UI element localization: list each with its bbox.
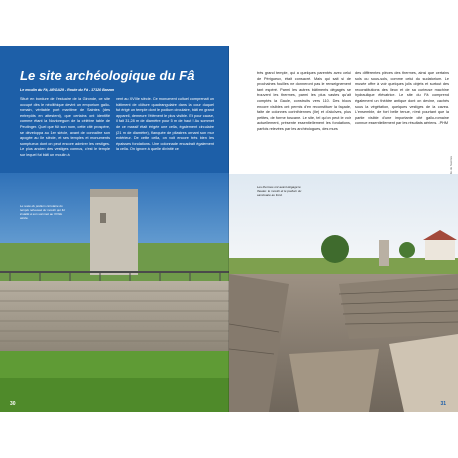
body-text-column-2: vent au XVIIIe siècle. Ce monument cultuel comprenait un bâtiment de clôture quadrangulaire dans la cour duquel fut érigé un temple dont le podium circulaire, bâti en grand appareil, demeure l'élément le plus visible. Et pour cause, il fait 31,28 m de diamètre pour 5 m de haut ! Au sommet de ce massif était érigée une cella, également circulaire (21 m de diamètre), flanquée de pilastres ornant son mur extérieur. De cette cella, on voit encore très bien les épaisses fondations. Une colonnade encadrait également la cella. On ignore à quelle divinité ce [116, 97, 214, 152]
body-text-column-1: Situé en bordure de l'estuaire de la Gironde, ce site occupé dès le néolithique devint un emporium gallo-romain, véritable port maritime de Saintes (des entrepôts en attestent), que certains ont identifié comme étant la Novioregum de la célèbre table de Peutinger. Quel que fût son nom, cette cité prospère, se développa au 1er siècle, avant de connaître son apogée au IIe siècle, et ses temples et monuments somptueux dont on peut encore admirer les vestiges. Le plus ancien des vestiges connus, c'est le temple sur lequel fut bâti un moulin à [20, 97, 110, 157]
photo-thermes-ruins [229, 174, 458, 412]
book-spread [0, 46, 458, 412]
body-text-column-4: des différentes pièces des thermes, ainsi que certains sols ou sous-sols, comme celui du sudatorium. Le musée offre à voir quelques jolis objets et surtout des reconstitutions des lieux et de sa curieuse machine hydraulique élévatrice. Le site du Fâ comprend également un théâtre antique dont on devine, cachés sous la végétation, quelques vestiges de la cavea. L'ensemble, de fort belle tenue, n'est pourtant que la partie visible d'une importante cité gallo-romaine connue essentiellement par les résultats aériens. -PHM [355, 71, 449, 126]
photo-caption: Le reste du podium circulaire du temple rehaussé du moulin qui fut installé à son sommet au XVIIIe siècle. [20, 204, 66, 220]
page-title: Le site archéologique du Fâ [20, 68, 195, 83]
left-page [0, 46, 229, 412]
page-number: 30 [10, 401, 16, 407]
body-text-column-3: très grand temple, qui a quelques parentés avec celui de Périgueux, était consacré. Mais qui sait si de prochaines fouilles ne donneront pas le renseignement tant espéré. Parmi les autres bâtiments dégagés se trouvent les thermes, parmi les plus vastes qu'ait comptés la Gaule, construits vers 110. Des blocs encore visibles ont permis d'en reconstituer la façade, faite de colonnes corinthiennes (IIe) et d'alcôves, plus petites, de forme toscane. Le site, tel qu'on peut le voir actuellement, présente essentiellement les fondations, parfois relevées par les archéologues, des murs [257, 71, 351, 131]
page-number-right: 31 [440, 401, 446, 407]
photo-caption-right: Les thermes ont avant dégagé le theater. le moulin et le podium du sanctuaire au fond. [257, 185, 302, 197]
page-subtitle: Le moulin du Fâ, ARGA29 - Route du Fâ - 17120 Barzan [20, 88, 115, 92]
right-page [229, 46, 458, 412]
